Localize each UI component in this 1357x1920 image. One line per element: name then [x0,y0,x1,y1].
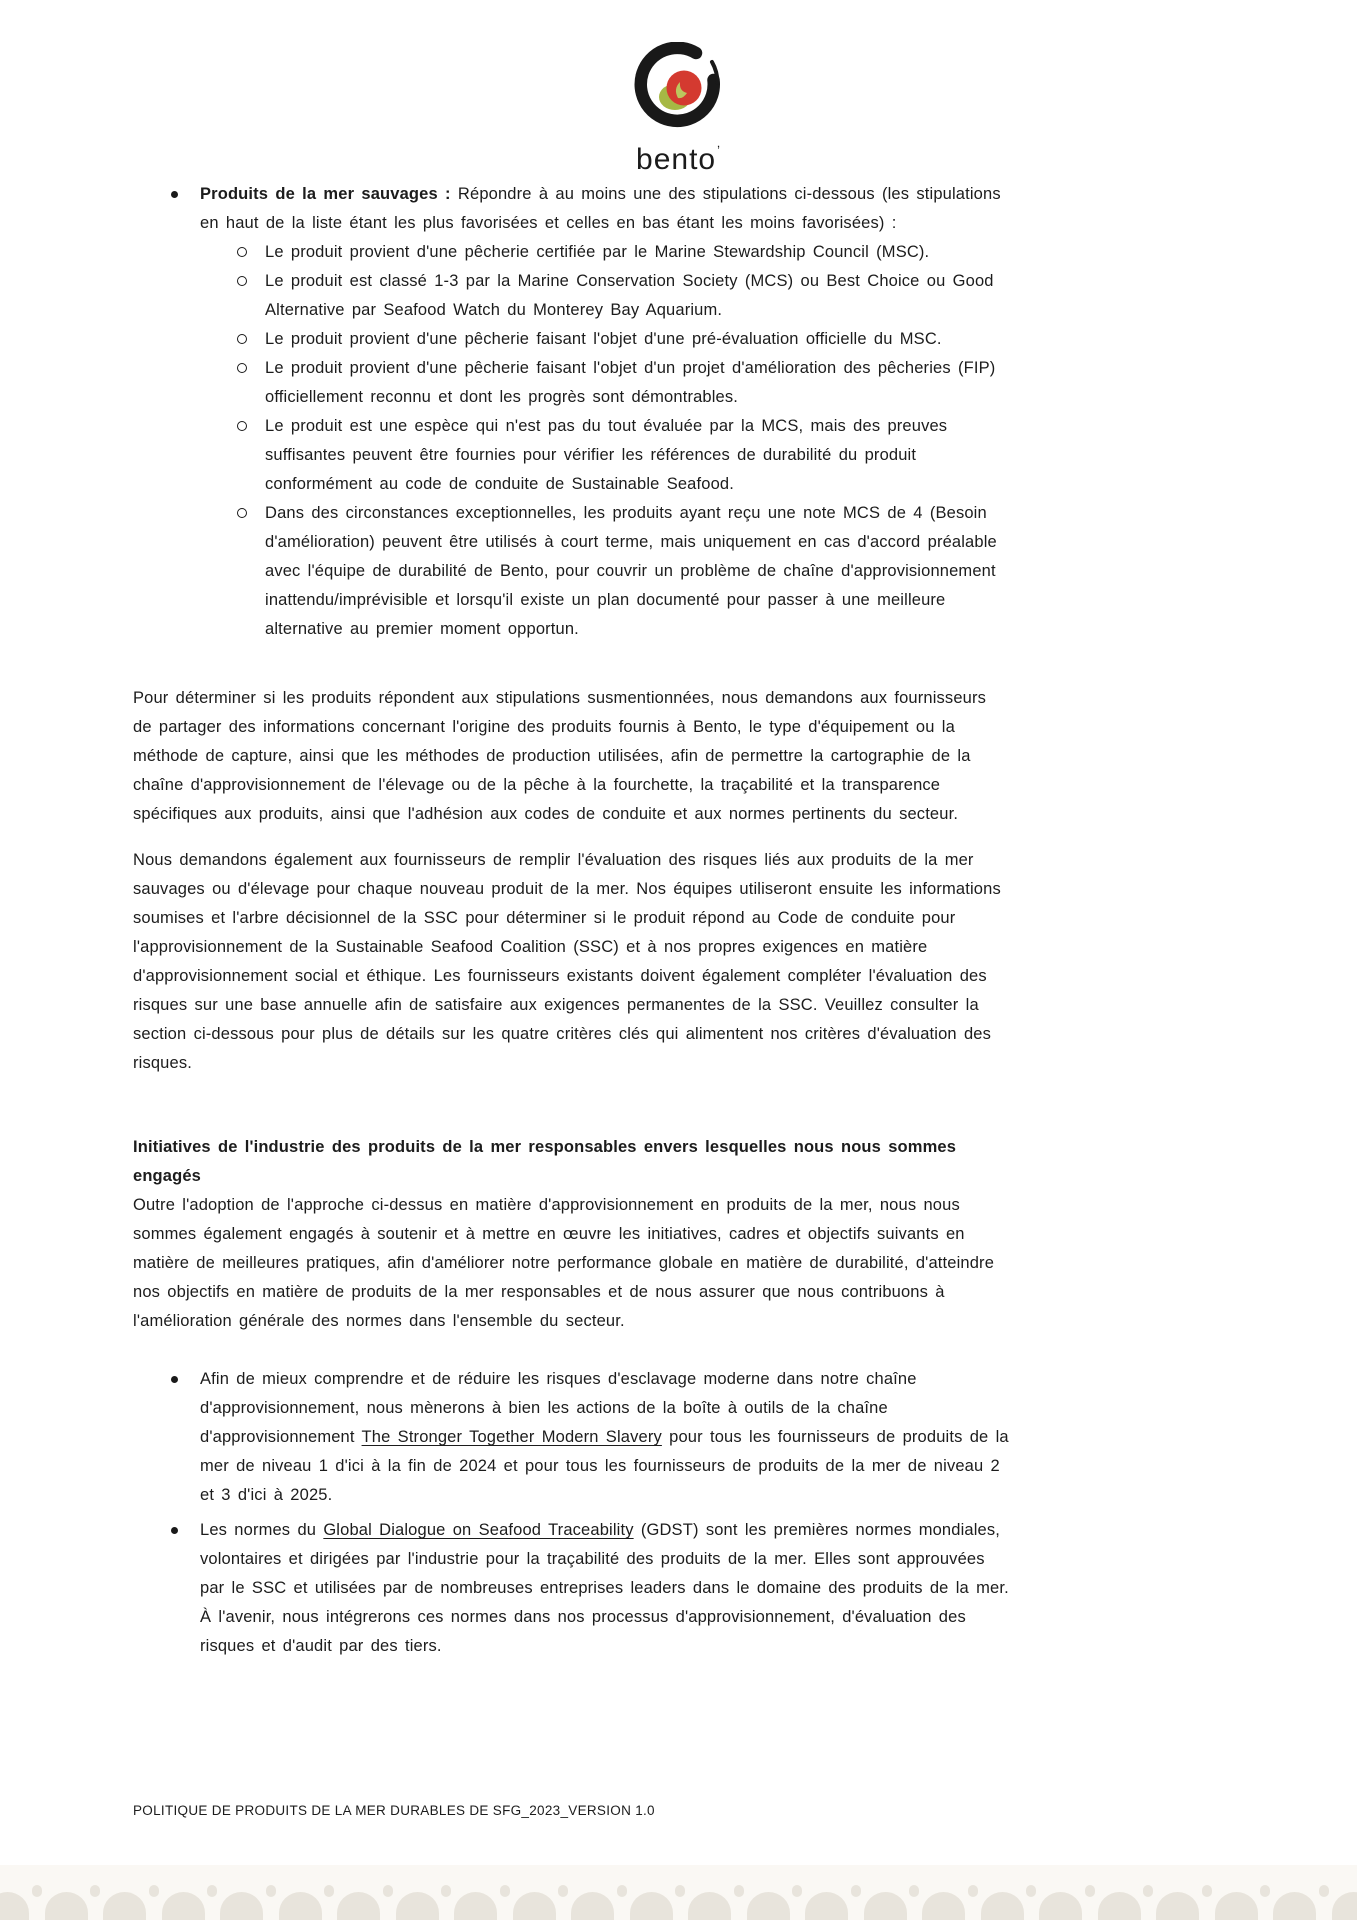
list-item [133,325,1011,354]
scallop-dome-shape [981,1892,1024,1920]
scallop-bead-shape [909,1885,919,1897]
list-item [133,499,1011,644]
list-item [133,238,1011,267]
scallop-dome-shape [454,1892,497,1920]
gdst-link[interactable]: Global Dialogue on Seafood Traceability [323,1521,634,1539]
scallop-bead-shape [968,1885,978,1897]
scallop-dome-shape [513,1892,556,1920]
bento-logo-icon [632,42,726,136]
scallop-bead-shape [1026,1885,1036,1897]
scallop-bead-shape [1260,1885,1270,1897]
scallop-bead-shape [1143,1885,1153,1897]
scallop-bead-shape [675,1885,685,1897]
logo-sun [666,71,701,106]
scallop-bead-shape [1202,1885,1212,1897]
scallop-bead-shape [383,1885,393,1897]
scallop-dome-shape [1039,1892,1082,1920]
scallop-dome-shape [922,1892,965,1920]
paragraph-determine-products: Pour déterminer si les produits répondent aux stipulations susmentionnées, nous demandons aux fournisseurs de partager des informations concernant l'origine des produits fournis à Bento, le type d'équipement ou la méthode de capture, ainsi que les méthodes de production utilisées, afin de permettre la cartographie de la chaîne d'approvisionnement de l'élevage ou de la pêche à la fourchette, la traçabilité et la transparence spécifiques aux produits, ainsi que l'adhésion aux codes de conduite et aux normes pertinents du secteur. [133,689,987,823]
scallop-dome-shape [1215,1892,1258,1920]
scallop-dome-shape [45,1892,88,1920]
sub-item-text: Le produit est une espèce qui n'est pas du tout évaluée par la MCS, mais des preuves suffisantes peuvent être fournies pour vérifier les références de durabilité du produit conformément au code de conduite de Sustainable Seafood. [265,417,948,493]
scallop-dome-shape [747,1892,790,1920]
scallop-dome-shape [337,1892,380,1920]
scallop-bead-shape [90,1885,100,1897]
bullet-circle-icon [237,247,247,257]
bullet-circle-icon [237,276,247,286]
scallop-dome-shape [688,1892,731,1920]
scallop-dome-shape [396,1892,439,1920]
scallop-bead-shape [207,1885,217,1897]
document-body [133,180,1011,1661]
wild-seafood-sublist [133,238,1011,644]
scallop-dome-shape [103,1892,146,1920]
scallop-dome-shape [0,1892,29,1920]
document-footer: POLITIQUE DE PRODUITS DE LA MER DURABLES DE SFG_2023_VERSION 1.0 [133,1803,655,1818]
stronger-together-link[interactable]: The Stronger Together Modern Slavery [361,1428,662,1446]
initiative-text: Afin de mieux comprendre et de réduire les risques d'esclavage moderne dans notre chaîne d'approvisionnement, nous mènerons à bien les actions de la boîte à outils de la chaîne d'approvisionnement [200,1370,917,1446]
scallop-bead-shape [149,1885,159,1897]
sub-item-text: Le produit provient d'une pêcherie faisant l'objet d'une pré-évaluation officielle du MSC. [265,330,942,348]
initiatives-list [133,1365,1011,1661]
bullet-dot-icon [171,1376,178,1383]
scallop-dome-shape [162,1892,205,1920]
paragraph-risk-assessment: Nous demandons également aux fournisseurs de remplir l'évaluation des risques liés aux produits de la mer sauvages ou d'élevage pour chaque nouveau produit de la mer. Nos équipes utiliseront ensuite les informations soumises et l'arbre décisionnel de la SSC pour déterminer si le produit répond au Code de conduite pour l'approvisionnement de la Sustainable Seafood Coalition (SSC) et à nos propres exigences en matière d'approvisionnement social et éthique. Les fournisseurs existants doivent également compléter l'évaluation des risques sur une base annuelle afin de satisfaire aux exigences permanentes de la SSC. Veuillez consulter la section ci-dessous pour plus de détails sur les quatre critères clés qui alimentent nos critères d'évaluation des risques. [133,851,1001,1072]
scallop-dome-shape [220,1892,263,1920]
scallop-dome-shape [1273,1892,1316,1920]
bullet-circle-icon [237,363,247,373]
initiative-text: Les normes du [200,1521,317,1539]
scallop-bead-shape [792,1885,802,1897]
initiative-text: (GDST) sont les premières normes mondiales, volontaires et dirigées par l'industrie pour la traçabilité des produits de la mer. Elles sont approuvées par le SSC et utilisées par de nombreuses entreprises leaders dans le domaine des produits de la mer. À l'avenir, nous intégrerons ces normes dans nos processus d'approvisionnement, d'évaluation des risques et d'audit par des tiers. [200,1521,1009,1655]
list-item [133,354,1011,412]
scallop-bead-shape [851,1885,861,1897]
scallop-dome-shape [805,1892,848,1920]
bullet-dot-icon [171,1527,178,1534]
scallop-dome-shape [1156,1892,1199,1920]
paragraph-initiatives-intro: Outre l'adoption de l'approche ci-dessus en matière d'approvisionnement en produits de la mer, nous nous sommes également engagés à soutenir et à mettre en œuvre les initiatives, cadres et objectifs suivants en matière de meilleures pratiques, afin d'améliorer notre performance globale en matière de durabilité, d'atteindre nos objectifs en matière de produits de la mer responsables et de nous assurer que nous contribuons à l'amélioration générale des normes dans l'ensemble du secteur. [133,1196,995,1330]
sub-item-text: Le produit est classé 1-3 par la Marine Conservation Society (MCS) ou Best Choice ou Good Alternative par Seafood Watch du Monterey Bay Aquarium. [265,272,994,319]
bullet-circle-icon [237,334,247,344]
sub-item-text: Dans des circonstances exceptionnelles, les produits ayant reçu une note MCS de 4 (Besoin d'amélioration) peuvent être utilisés à court terme, mais uniquement en cas d'accord préalable avec l'équipe de durabilité de Bento, pour couvrir un problème de chaîne d'approvisionnement inattendu/imprévisible et lorsqu'il existe un plan documenté pour passer à une meilleure alternative au premier moment opportun. [265,504,997,638]
logo-trademark: ʼ [717,143,721,158]
scallop-bead-shape [32,1885,42,1897]
scallop-dome-shape [279,1892,322,1920]
wild-seafood-lead-bold: Produits de la mer sauvages : [200,185,451,203]
initiative-text: pour tous les fournisseurs de produits de la mer de niveau 1 d'ici à la fin de 2024 et pour tous les fournisseurs de produits de la mer de niveau 2 et 3 d'ici à 2025. [200,1428,1009,1504]
scallop-bead-shape [734,1885,744,1897]
scallop-dome-shape [630,1892,673,1920]
list-item [133,412,1011,499]
scallop-bead-shape [500,1885,510,1897]
decorative-scallop-border [0,1865,1357,1920]
list-item [133,267,1011,325]
bento-logo [0,42,1357,175]
wild-seafood-list [133,180,1011,238]
scallop-bead-shape [266,1885,276,1897]
bullet-circle-icon [237,421,247,431]
section-heading-initiatives: Initiatives de l'industrie des produits de la mer responsables envers lesquelles nous nous sommes engagés [133,1138,957,1185]
wild-seafood-lead-text: Répondre à au moins une des stipulations ci-dessous (les stipulations en haut de la liste étant les plus favorisées et celles en bas étant les moins favorisées) : [200,185,1001,232]
scallop-dome-shape [1332,1892,1357,1920]
logo-wordmark: bento$^ʼ$ [636,143,721,176]
scallop-bead-shape [617,1885,627,1897]
sub-item-text: Le produit provient d'une pêcherie faisant l'objet d'un projet d'amélioration des pêcheries (FIP) officiellement reconnu et dont les progrès sont démontrables. [265,359,996,406]
list-item [133,1365,1011,1510]
bullet-dot-icon [171,191,178,198]
sub-item-text: Le produit provient d'une pêcherie certifiée par le Marine Stewardship Council (MSC). [265,243,930,261]
scallop-dome-shape [1098,1892,1141,1920]
scallop-bead-shape [324,1885,334,1897]
list-item [133,1516,1011,1661]
scallop-dome-shape [571,1892,614,1920]
bullet-circle-icon [237,508,247,518]
scallop-bead-shape [1319,1885,1329,1897]
scallop-bead-shape [558,1885,568,1897]
scallop-bead-shape [441,1885,451,1897]
list-item [133,180,1011,238]
scallop-dome-shape [864,1892,907,1920]
scallop-bead-shape [1085,1885,1095,1897]
